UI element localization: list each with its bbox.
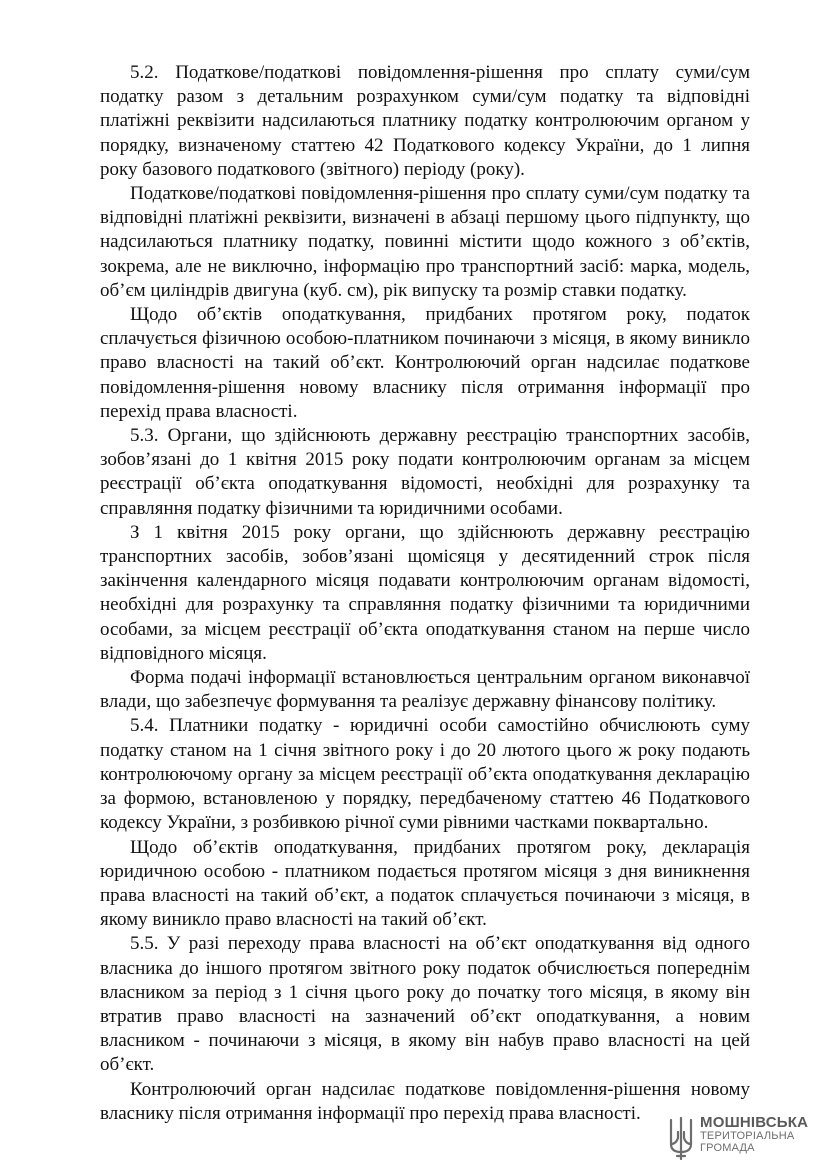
paragraph: Щодо об’єктів оподаткування, придбаних протягом року, декларація юридичною особою - платником подається протягом місяця з дня виникнення права власності на такий об’єкт, а податок сплачується починаючи з місяця, в якому виникло право власності на такий об’єкт.: [100, 836, 750, 931]
paragraph-5-3: 5.3. Органи, що здійснюють державну реєстрацію транспортних засобів, зобов’язані до 1 квітня 2015 року подати контролюючим органам за місцем реєстрації об’єкта оподаткування відомості, необхідні для розрахунку та справляння податку фізичними та юридичними особами.: [100, 425, 750, 519]
logo-title: МОШНІВСЬКА: [700, 1114, 809, 1131]
paragraph-5-4: 5.4. Платники податку - юридичні особи самостійно обчислюють суму податку станом на 1 січня звітного року і до 20 лютого цього ж року подають контролюючому органу за місцем реєстрації об’єкта оподаткування декларацію за формою, встановленою у порядку, передбаченому статтею 46 Податкового кодексу України, з розбивкою річної суми рівними частками поквартально.: [100, 715, 750, 834]
paragraph: Форма подачі інформації встановлюється центральним органом виконавчої влади, що забезпечує формування та реалізує державну фінансову політику.: [100, 667, 750, 713]
logo-text: [700, 1115, 808, 1154]
paragraph-5-5: 5.5. У разі переходу права власності на об’єкт оподаткування від одного власника до іншого протягом звітного року податок обчислюється попереднім власником за період з 1 січня цього року до початку того місяця, в якому він втратив право власності на зазначений об’єкт оподаткування, а новим власником - починаючи з місяця, в якому він набув право власності на цей об’єкт.: [100, 933, 750, 1076]
logo-subtitle-1: ТЕРИТОРІАЛЬНА: [700, 1130, 795, 1142]
paragraph-5-2: 5.2. Податкове/податкові повідомлення-рішення про сплату суми/сум податку разом з детальним розрахунком суми/сум податку та відповідні платіжні реквізити надсилаються платнику податку контролюючим органом у порядку, визначеному статтею 42 Податкового кодексу України, до 1 липня року базового податкового (звітного) періоду (року).: [100, 62, 750, 180]
paragraph: Податкове/податкові повідомлення-рішення про сплату суми/сум податку та відповідні платіжні реквізити, визначені в абзаці першому цього підпункту, що надсилаються платнику податку, повинні містити щодо кожного з об’єктів, зокрема, але не виключно, інформацію про транспортний засіб: марка, модель, об’єм циліндрів двигуна (куб. см), рік випуску та розмір ставки податку.: [100, 183, 750, 301]
logo-subtitle-2: ГРОМАДА: [700, 1142, 755, 1154]
community-logo: [667, 1114, 817, 1164]
paragraph: Щодо об’єктів оподаткування, придбаних протягом року, податок сплачується фізичною особою-платником починаючи з місяця, в якому виникло право власності на такий об’єкт. Контролюючий орган надсилає податкове повідомлення-рішення новому власнику після отримання інформації про перехід права власності.: [100, 304, 750, 422]
document-body: [100, 61, 750, 1126]
paragraph: З 1 квітня 2015 року органи, що здійснюють державну реєстрацію транспортних засобів, зобов’язані щомісяця у десятиденний строк після закінчення календарного місяця подавати контролюючим органам відомості, необхідні для розрахунку та справляння податку фізичними та юридичними особами, за місцем реєстрації об’єкта оподаткування станом на перше число відповідного місяця.: [100, 521, 750, 664]
paragraph: Контролюючий орган надсилає податкове повідомлення-рішення новому власнику після отримання інформації про перехід права власності.: [100, 1078, 750, 1124]
trident-icon: [667, 1114, 695, 1162]
